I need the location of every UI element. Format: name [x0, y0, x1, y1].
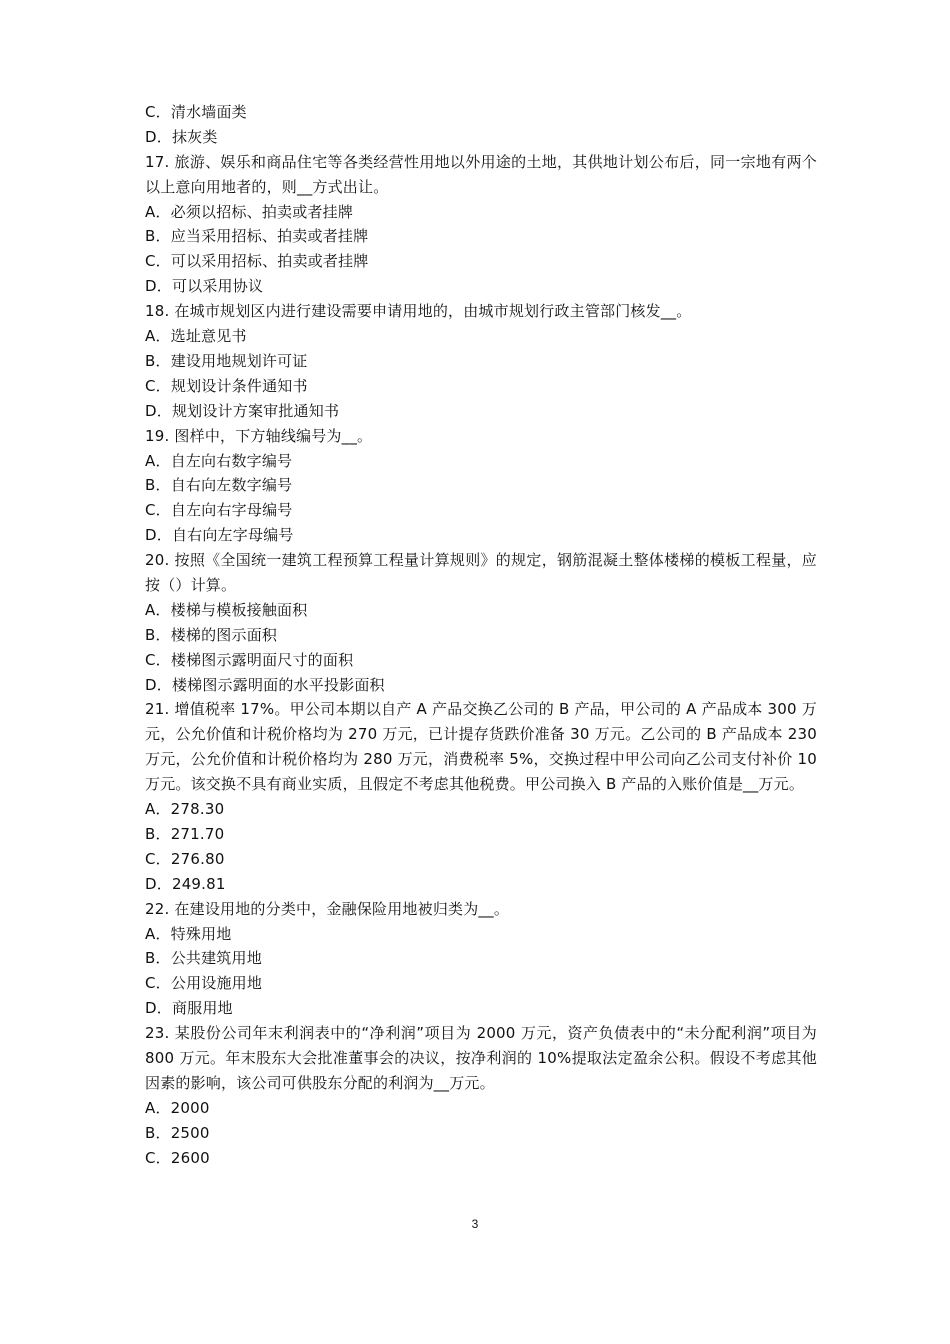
- question-18-text: 18. 在城市规划区内进行建设需要申请用地的，由城市规划行政主管部门核发__。: [145, 302, 692, 321]
- option-line: B．应当采用招标、拍卖或者挂牌: [145, 227, 369, 246]
- option-line: C．2600: [145, 1148, 210, 1167]
- option-line: C．楼梯图示露明面尺寸的面积: [145, 650, 354, 669]
- option-line: A．特殊用地: [145, 924, 232, 943]
- option-line: A．楼梯与模板接触面积: [145, 600, 308, 619]
- question-21-text: 21. 增值税率 17%。甲公司本期以自产 A 产品交换乙公司的 B 产品，甲公司的 A 产品成本 300 万元，公允价值和计税价格均为 270 万元，已计提存货跌价准备 30 万元。乙公司的 B 产品成本 230 万元，公允价值和计税价格均为 280 万元，消费税率 5%，交换过程中甲公司向乙公司支付补价 10 万元。该交换不具有商业实质，且假定不考虑其他税费。甲公司换入 B 产品的入账价值是__万元。: [145, 700, 817, 794]
- option-line: B．271.70: [145, 824, 225, 843]
- page-number: 3: [471, 1217, 479, 1231]
- option-line: A．2000: [145, 1098, 210, 1117]
- option-line: B．公共建筑用地: [145, 949, 262, 968]
- option-line: C．可以采用招标、拍卖或者挂牌: [145, 252, 369, 271]
- option-line: A．278.30: [145, 800, 225, 819]
- option-line: A．自左向右数字编号: [145, 451, 293, 470]
- option-line: B．自右向左数字编号: [145, 476, 293, 495]
- option-line: C．清水墙面类: [145, 103, 247, 121]
- option-line: C．276.80: [145, 849, 225, 868]
- option-line: A．必须以招标、拍卖或者挂牌: [145, 202, 354, 221]
- question-20-text: 20. 按照《全国统一建筑工程预算工程量计算规则》的规定，钢筋混凝土整体楼梯的模板工程量，应按（）计算。: [145, 551, 817, 594]
- option-line: D．楼梯图示露明面的水平投影面积: [145, 675, 385, 694]
- option-line: D．商服用地: [145, 999, 233, 1018]
- option-line: D．自右向左字母编号: [145, 526, 294, 545]
- option-line: C．自左向右字母编号: [145, 501, 293, 520]
- option-line: B．楼梯的图示面积: [145, 625, 278, 644]
- option-line: A．选址意见书: [145, 327, 247, 346]
- option-line: B．2500: [145, 1123, 210, 1142]
- option-line: C．规划设计条件通知书: [145, 376, 308, 395]
- option-line: B．建设用地规划许可证: [145, 351, 308, 370]
- question-19-text: 19. 图样中，下方轴线编号为__。: [145, 426, 373, 445]
- page-content: [145, 100, 817, 1171]
- option-line: C．公用设施用地: [145, 974, 263, 993]
- option-line: D．249.81: [145, 874, 226, 893]
- question-23-text: 23. 某股份公司年末利润表中的“净利润”项目为 2000 万元，资产负债表中的“未分配利润”项目为 800 万元。年末股东大会批准董事会的决议，按净利润的 10%提取法定盈余公积。假设不考虑其他因素的影响，该公司可供股东分配的利润为__万元。: [145, 1024, 817, 1092]
- option-line: D．规划设计方案审批通知书: [145, 401, 340, 420]
- question-17-text: 17. 旅游、娱乐和商品住宅等各类经营性用地以外用途的土地，其供地计划公布后，同一宗地有两个以上意向用地者的，则__方式出让。: [145, 152, 817, 196]
- option-line: D．抹灰类: [145, 127, 218, 146]
- question-22-text: 22. 在建设用地的分类中，金融保险用地被归类为__。: [145, 899, 510, 918]
- option-line: D．可以采用协议: [145, 277, 264, 296]
